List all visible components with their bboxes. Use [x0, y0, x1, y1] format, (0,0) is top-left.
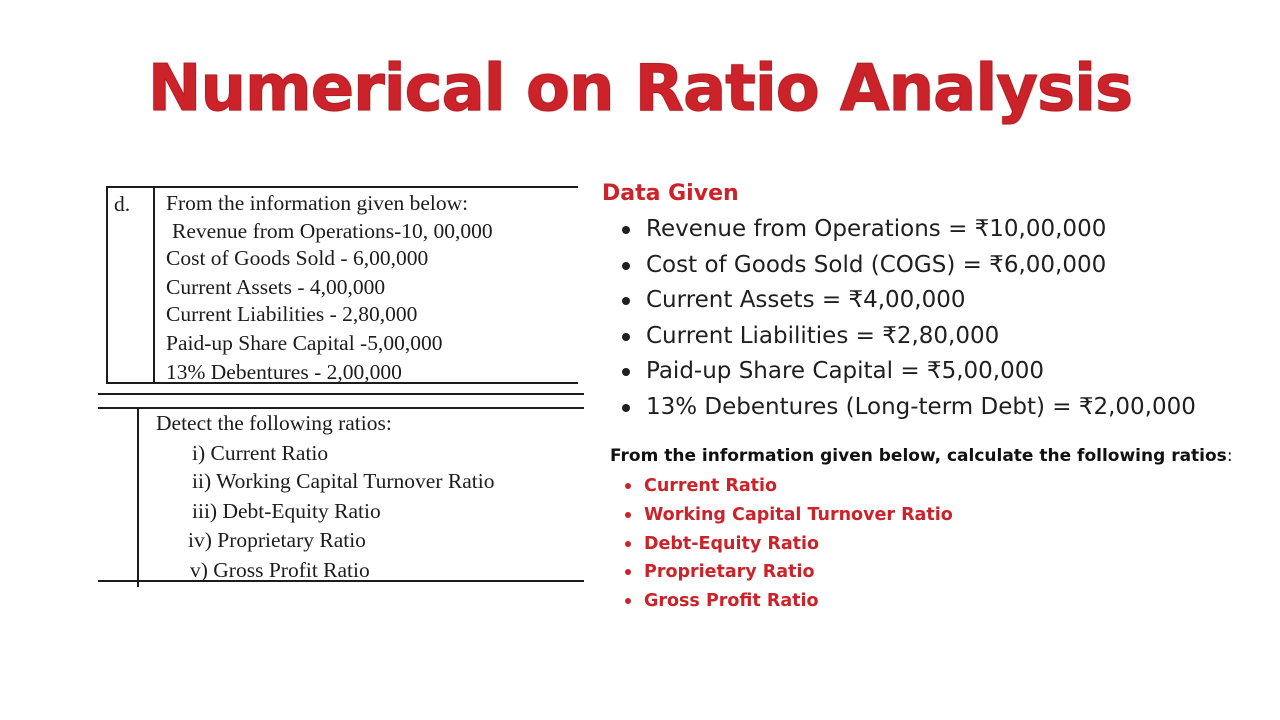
ratio-list	[624, 472, 953, 616]
scan-line: From the information given below:	[166, 191, 469, 215]
scan-ratio: iv) Proprietary Ratio	[188, 528, 366, 552]
scan-line: Cost of Goods Sold - 6,00,000	[166, 246, 429, 270]
bullet-icon	[625, 598, 631, 604]
scan-ratio: i) Current Ratio	[192, 441, 329, 465]
scan-ratio: ii) Working Capital Turnover Ratio	[192, 469, 495, 493]
bullet-icon	[625, 512, 631, 518]
list-item: Debt-Equity Ratio	[624, 530, 953, 559]
list-item: Paid-up Share Capital = ₹5,00,000	[622, 354, 1196, 390]
scan-task: Detect the following ratios:	[156, 411, 392, 435]
table2-second-rule	[98, 407, 584, 409]
table-column-rule	[153, 186, 155, 384]
table2-column-rule	[137, 407, 139, 587]
list-item: Gross Profit Ratio	[624, 587, 953, 616]
scan-line: 13% Debentures - 2,00,000	[166, 360, 402, 384]
list-item: Current Ratio	[624, 472, 953, 501]
list-item: Current Liabilities = ₹2,80,000	[622, 319, 1196, 355]
list-item: Current Assets = ₹4,00,000	[622, 283, 1196, 319]
list-item: 13% Debentures (Long-term Debt) = ₹2,00,000	[622, 390, 1196, 426]
scan-line: Current Liabilities - 2,80,000	[166, 302, 418, 326]
bullet-icon	[622, 333, 630, 341]
list-item: Cost of Goods Sold (COGS) = ₹6,00,000	[622, 248, 1196, 284]
scan-line: Paid-up Share Capital -5,00,000	[166, 331, 443, 355]
bullet-icon	[622, 262, 630, 270]
bullet-icon	[625, 483, 631, 489]
table-left-rule	[106, 186, 108, 384]
calculate-instruction: From the information given below, calculate the following ratios:	[610, 446, 1233, 466]
scan-line: Revenue from Operations-10, 00,000	[172, 219, 493, 243]
scan-ratio: v) Gross Profit Ratio	[190, 558, 370, 582]
list-item: Proprietary Ratio	[624, 558, 953, 587]
table-top-rule	[106, 186, 578, 188]
bullet-icon	[622, 368, 630, 376]
scan-ratio: iii) Debt-Equity Ratio	[192, 499, 381, 523]
question-scan	[96, 180, 586, 590]
scan-line: Current Assets - 4,00,000	[166, 275, 386, 299]
table2-top-rule	[98, 393, 584, 395]
bullet-icon	[622, 404, 630, 412]
bullet-icon	[625, 541, 631, 547]
data-given-list	[622, 212, 1196, 425]
list-item: Revenue from Operations = ₹10,00,000	[622, 212, 1196, 248]
bullet-icon	[622, 226, 630, 234]
bullet-icon	[625, 569, 631, 575]
bullet-icon	[622, 297, 630, 305]
question-label: d.	[114, 192, 131, 216]
data-given-heading: Data Given	[602, 181, 739, 206]
page-title: Numerical on Ratio Analysis	[147, 52, 1133, 126]
list-item: Working Capital Turnover Ratio	[624, 501, 953, 530]
